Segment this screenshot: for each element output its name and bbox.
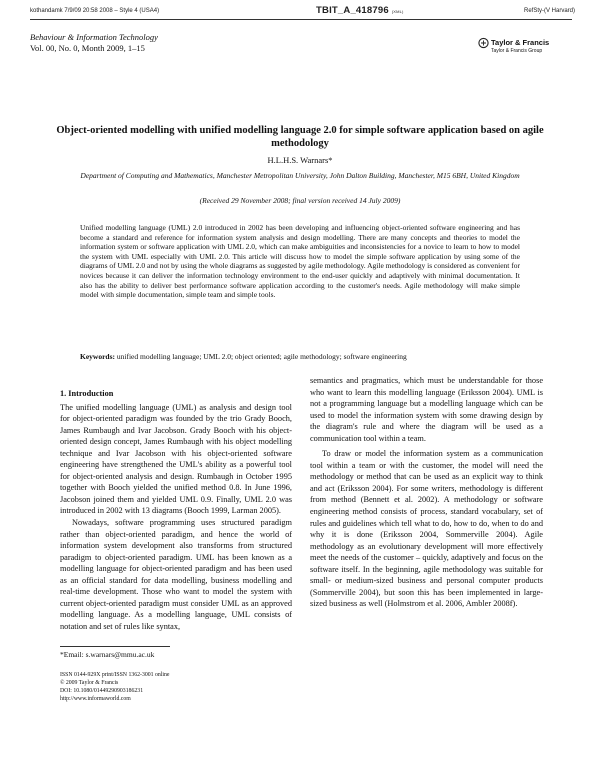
journal-name: Behaviour & Information Technology	[30, 32, 158, 42]
received-dates: (Received 29 November 2008; final version received 14 July 2009)	[199, 196, 401, 205]
paragraph: To draw or model the information system as a communication tool within a team or with the customer, the model will need the methodology or method that can be used as an explicit way to think and act (Eriksson 2004). For some writers, methodology is different from method (Bennett et al. 2002). A methodology or software engineering method consists of process, standard vocabulary, set of rules and guidelines which tell what to do, how to do, when to do and why it is done (Eriksson 2004, Sommerville 2004). Agile methodology as an evolutionary development will more effectively meet the needs of the customer – quickly, adaptively and focus on the software itself. In the beginning, agile methodology was suitable for small- or medium-sized business and personal computer products (Sommerville 2004), but soon this has been implemented in large-sized business as well (Holmstrom et al. 2006, Ambler 2008f).	[310, 449, 543, 609]
publication-info	[60, 671, 170, 703]
copyright: © 2009 Taylor & Francis	[60, 680, 119, 686]
publisher-name: Taylor & Francis	[491, 38, 550, 47]
footnote-rule	[60, 646, 170, 647]
proof-header-id	[316, 5, 404, 16]
doi: DOI: 10.1080/01449290903186231	[60, 688, 144, 694]
publisher-emblem-icon	[478, 37, 489, 49]
paper-dates	[0, 196, 600, 205]
publisher-url[interactable]: http://www.informaworld.com	[60, 696, 131, 702]
proof-header-left: kothandamk 7/9/09 20:58 2008 – Style 4 (USA4)	[30, 8, 160, 14]
body-left-column	[60, 388, 292, 632]
section-heading: 1. Introduction	[60, 389, 114, 398]
article-id: TBIT_A_418796	[316, 5, 389, 16]
proof-header-right: RefSty-(V Harvard)	[523, 8, 575, 14]
paragraph: Nowadays, software programming uses structured paradigm rather than object-oriented paradigm, and hence the world of information system development also transforms from structured paradigm to object-oriented paradigm. UML has been known as a modelling language for object-oriented paradigm and has been used as an official standard for data modelling, business modelling and real-time development. Those who want to model the system with current object-oriented paradigm must consider UML as an approved modelling language. As a modelling language, UML consists of notation and set of rules like syntax,	[60, 518, 292, 631]
abstract: Unified modelling language (UML) 2.0 introduced in 2002 has been developing and influencing object-oriented software engineering and has become a standard and reference for information system analysis and design modelling. There are many concepts and theories to model the information system or software application with UML 2.0, which can make ambiguities and inconsistencies for a novice to learn to how to model the system with UML especially with UML 2.0. This article will discuss how to model the simple software application by using some of the diagrams of UML 2.0 and not by using the whole diagrams as suggested by agile methodology. Agile methodology is considered as convenient for novices because it can deliver the information technology environment to the end-user quickly and adaptively with minimal documentation. It also has the ability to deliver best performance software application according to the customer's needs. Agile methodology will make simple model with simple documentation, simple team and simple tools.	[80, 223, 520, 300]
keywords-label: Keywords:	[80, 352, 115, 361]
journal-info	[30, 32, 158, 54]
publisher-sub: Taylor & Francis Group	[491, 48, 543, 54]
paper-title: Object-oriented modelling with unified modelling language 2.0 for simple software application based on agile methodology	[56, 125, 544, 149]
publisher-logo	[478, 33, 578, 65]
header-rule	[30, 19, 572, 20]
paragraph: semantics and pragmatics, which must be understandable for those who want to learn this modelling language (Eriksson 2004). UML is not a programming language but a modelling language which can be used to model the information system with some drawing design by the diagram's rule and where the diagram will be used as a communication tool within a team.	[310, 376, 543, 443]
issn: ISSN 0144-929X print/ISSN 1362-3001 online	[60, 672, 170, 678]
keywords-list: unified modelling language; UML 2.0; object oriented; agile methodology; software engineering	[116, 352, 407, 361]
journal-volume: Vol. 00, No. 0, Month 2009, 1–15	[30, 43, 145, 53]
paper-affiliation: Department of Computing and Mathematics, Manchester Metropolitan University, John Dalton Building, Manchester, M15 6BH, United Kingdom	[80, 171, 520, 180]
corresponding-email: *Email: s.warnars@mmu.ac.uk	[60, 650, 155, 659]
article-id-small: (XML)	[391, 9, 404, 14]
body-right-column	[310, 375, 543, 610]
keywords	[80, 352, 520, 362]
paper-author: H.L.H.S. Warnars*	[267, 155, 333, 165]
paragraph: The unified modelling language (UML) as analysis and design tool for object-oriented paradigm was founded by the trio Grady Booch, James Rumbaugh and Ivar Jacobson. Grady Booch with his object-oriented design concept, James Rumbaugh with his object modelling technique and Ivar Jacobson with his object-oriented software engineering have strengthened the UML's ability as a powerful tool for object-oriented analysis and design. Rumbaugh in October 1995 together with Booch yielded the unified method 0.8. In June 1996, Jacobson joined them and yielded UML 0.9. Finally, UML 2.0 was introduced in 2002 with 13 diagrams (Booch 1999, Larman 2005).	[60, 402, 292, 516]
